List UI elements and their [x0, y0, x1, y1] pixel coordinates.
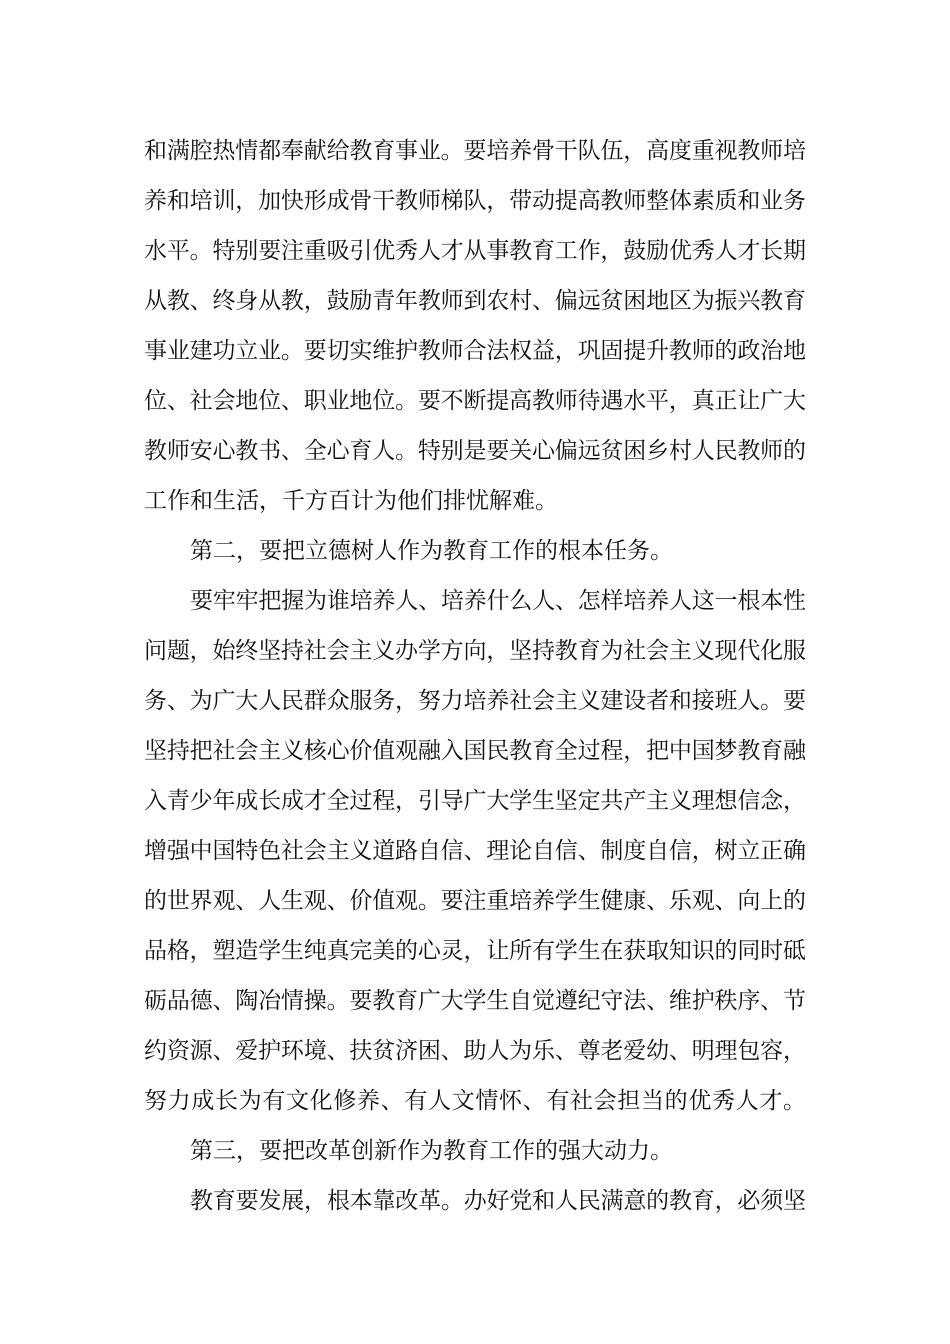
body-line	[0, 1181, 950, 1221]
body-line	[0, 1031, 950, 1071]
body-text: 的世界观、人生观、价值观。要注重培养学生健康、乐观、向上的	[144, 888, 806, 914]
body-text: 从教、终身从教，鼓励青年教师到农村、偏远贫困地区为振兴教育	[144, 288, 806, 314]
heading-text: 第二，要把立德树人作为教育工作的根本任务。	[190, 538, 673, 564]
body-line	[0, 831, 950, 871]
body-line	[0, 881, 950, 921]
section-heading	[0, 531, 950, 571]
body-line	[0, 431, 950, 471]
body-line	[0, 781, 950, 821]
body-line	[0, 331, 950, 371]
body-line	[0, 931, 950, 971]
body-text: 努力成长为有文化修养、有人文情怀、有社会担当的优秀人才。	[144, 1088, 807, 1114]
body-line	[0, 131, 950, 171]
body-line	[0, 581, 950, 621]
body-text: 砺品德、陶冶情操。要教育广大学生自觉遵纪守法、维护秩序、节	[144, 988, 806, 1014]
body-line	[0, 981, 950, 1021]
body-text: 务、为广大人民群众服务，努力培养社会主义建设者和接班人。要	[144, 688, 806, 714]
body-line	[0, 281, 950, 321]
body-text: 水平。特别要注重吸引优秀人才从事教育工作，鼓励优秀人才长期	[144, 238, 806, 264]
body-text: 位、社会地位、职业地位。要不断提高教师待遇水平，真正让广大	[144, 388, 806, 414]
heading-text: 第三，要把改革创新作为教育工作的强大动力。	[190, 1138, 673, 1164]
body-text: 养和培训，加快形成骨干教师梯队，带动提高教师整体素质和业务	[144, 188, 806, 214]
body-text: 事业建功立业。要切实维护教师合法权益，巩固提升教师的政治地	[144, 338, 806, 364]
body-text: 和满腔热情都奉献给教育事业。要培养骨干队伍，高度重视教师培	[144, 138, 806, 164]
section-heading	[0, 1131, 950, 1171]
body-line	[0, 481, 950, 521]
body-text: 工作和生活，千方百计为他们排忧解难。	[144, 488, 558, 514]
body-text: 入青少年成长成才全过程，引导广大学生坚定共产主义理想信念，	[144, 788, 806, 814]
body-text: 约资源、爱护环境、扶贫济困、助人为乐、尊老爱幼、明理包容，	[144, 1038, 806, 1064]
body-text: 品格，塑造学生纯真完美的心灵，让所有学生在获取知识的同时砥	[144, 938, 806, 964]
body-line	[0, 381, 950, 421]
body-text: 坚持把社会主义核心价值观融入国民教育全过程，把中国梦教育融	[144, 738, 806, 764]
body-line	[0, 181, 950, 221]
body-line	[0, 681, 950, 721]
body-text: 教师安心教书、全心育人。特别是要关心偏远贫困乡村人民教师的	[144, 438, 806, 464]
body-text: 增强中国特色社会主义道路自信、理论自信、制度自信，树立正确	[144, 838, 806, 864]
body-text: 问题，始终坚持社会主义办学方向，坚持教育为社会主义现代化服	[144, 638, 806, 664]
body-line	[0, 631, 950, 671]
body-text: 教育要发展，根本靠改革。办好党和人民满意的教育，必须坚	[190, 1188, 806, 1214]
body-line	[0, 1081, 950, 1121]
body-text: 要牢牢把握为谁培养人、培养什么人、怎样培养人这一根本性	[190, 588, 806, 614]
body-line	[0, 731, 950, 771]
body-line	[0, 231, 950, 271]
